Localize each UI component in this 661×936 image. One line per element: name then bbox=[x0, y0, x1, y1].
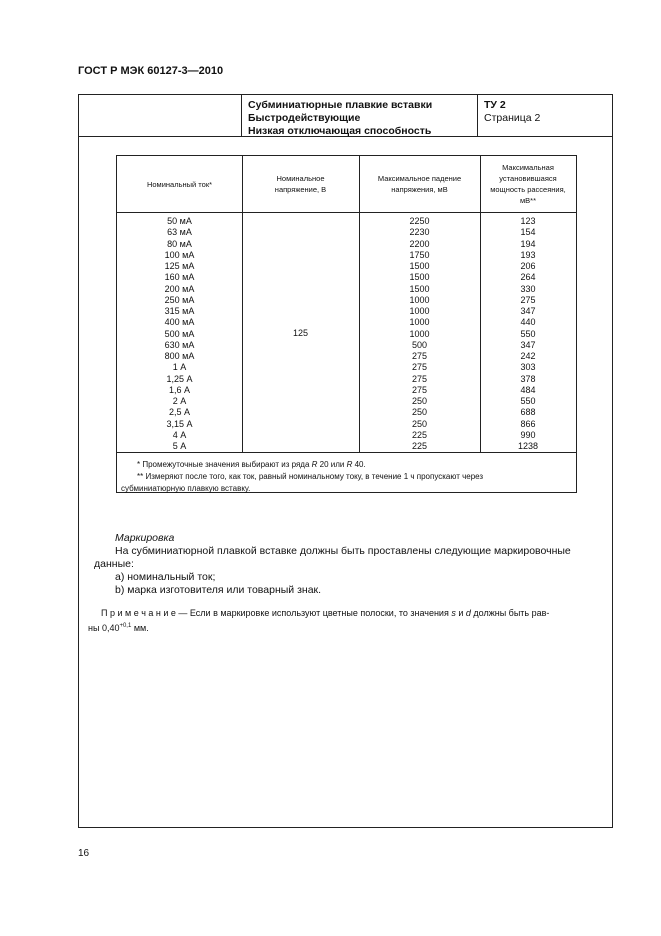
title-line-1: Субминиатюрные плавкие вставки bbox=[248, 99, 433, 111]
power-cell: 347 bbox=[520, 306, 536, 316]
marking-item-a: a) номинальный ток; bbox=[115, 571, 216, 583]
current-cell: 100 мА bbox=[164, 249, 195, 260]
current-cell: 1,25 А bbox=[166, 373, 193, 384]
current-cell: 5 А bbox=[172, 441, 187, 451]
current-cell: 2 А bbox=[172, 396, 187, 406]
power-cell: 550 bbox=[520, 328, 536, 339]
note-line-1: П р и м е ч а н и е — Если в маркировке используют цветные полоски, то значения s и d должны быть рав- bbox=[101, 608, 550, 618]
power-cell: 1238 bbox=[517, 441, 539, 451]
voltage-drop-cell: 500 bbox=[411, 339, 428, 350]
power-cell: 550 bbox=[520, 396, 536, 406]
page-number: 16 bbox=[78, 848, 90, 859]
marking-intro-line-2: данные: bbox=[94, 558, 134, 570]
footnote-2-line-2: субминиатюрную плавкую вставку. bbox=[121, 484, 251, 493]
power-cell: 688 bbox=[520, 407, 536, 418]
title-block-name bbox=[242, 95, 478, 137]
document-header: ГОСТ Р МЭК 60127-3—2010 bbox=[78, 65, 224, 77]
voltage-drop-cell: 1500 bbox=[409, 283, 430, 294]
voltage-drop-cell: 2250 bbox=[409, 216, 430, 226]
header-rated-voltage: Номинальное напряжение, В bbox=[274, 174, 327, 194]
power-cell: 378 bbox=[520, 373, 536, 384]
ratings-table bbox=[116, 155, 577, 493]
voltage-drop-cell: 250 bbox=[411, 407, 428, 418]
current-cell: 315 мА bbox=[164, 306, 195, 316]
current-cell: 3,15 А bbox=[166, 418, 193, 429]
voltage-drop-cell: 250 bbox=[411, 418, 428, 429]
power-cell: 866 bbox=[520, 418, 536, 429]
rated-voltage-value: 125 bbox=[292, 328, 309, 338]
voltage-drop-cell: 1000 bbox=[409, 294, 430, 305]
power-cell: 123 bbox=[520, 216, 536, 226]
voltage-drop-cell: 1500 bbox=[409, 261, 430, 271]
voltage-drop-cell: 225 bbox=[411, 441, 428, 451]
marking-item-b: b) марка изготовителя или товарный знак. bbox=[115, 584, 322, 596]
voltage-drop-cell: 1750 bbox=[409, 249, 430, 260]
voltage-drop-cell: 275 bbox=[411, 362, 428, 373]
page-frame bbox=[78, 94, 613, 828]
voltage-drop-cell: 275 bbox=[411, 384, 428, 395]
current-cell: 50 мА bbox=[167, 216, 192, 226]
voltage-drop-cell: 250 bbox=[411, 396, 428, 406]
voltage-drop-cell: 1000 bbox=[409, 317, 430, 328]
voltage-drop-cell: 1500 bbox=[409, 272, 430, 283]
power-cell: 347 bbox=[520, 339, 536, 350]
power-cell: 194 bbox=[520, 238, 536, 249]
voltage-drop-cell: 275 bbox=[411, 351, 428, 361]
current-cell: 4 А bbox=[172, 429, 187, 440]
title-block-code bbox=[478, 95, 612, 137]
title-line-2: Быстродействующие bbox=[248, 112, 361, 124]
power-cell: 193 bbox=[520, 249, 536, 260]
note-line-2: ны $0,40^{+0,1}$ мм. bbox=[88, 623, 149, 633]
power-cell: 275 bbox=[520, 294, 536, 305]
table-header-rule bbox=[117, 212, 576, 213]
power-cell: 242 bbox=[520, 351, 536, 361]
current-cell: 630 мА bbox=[164, 339, 195, 350]
footnote-1: * Промежуточные значения выбирают из ряда R 20 или R 40. bbox=[137, 460, 366, 469]
power-cell: 440 bbox=[520, 317, 536, 328]
current-cell: 500 мА bbox=[164, 328, 195, 339]
current-cell: 800 мА bbox=[164, 351, 195, 361]
current-cell: 1,6 А bbox=[168, 384, 190, 395]
column-power-dissipation bbox=[480, 216, 576, 452]
marking-heading: Маркировка bbox=[115, 532, 175, 544]
column-rated-current bbox=[117, 216, 242, 452]
header-voltage-drop: Максимальное падение напряжения, мВ bbox=[377, 174, 462, 194]
voltage-drop-cell: 2230 bbox=[409, 227, 430, 238]
column-voltage-drop bbox=[359, 216, 480, 452]
voltage-drop-cell: 275 bbox=[411, 373, 428, 384]
header-rated-current: Номинальный ток* bbox=[146, 179, 213, 189]
spec-code: ТУ 2 bbox=[484, 99, 506, 111]
power-cell: 154 bbox=[520, 227, 536, 238]
power-cell: 330 bbox=[520, 283, 536, 294]
power-cell: 990 bbox=[520, 429, 536, 440]
voltage-drop-cell: 1000 bbox=[409, 328, 430, 339]
power-cell: 206 bbox=[520, 261, 536, 271]
current-cell: 2,5 А bbox=[168, 407, 190, 418]
power-cell: 264 bbox=[520, 272, 536, 283]
current-cell: 1 А bbox=[172, 362, 187, 373]
current-cell: 80 мА bbox=[167, 238, 192, 249]
current-cell: 160 мА bbox=[164, 272, 195, 283]
current-cell: 400 мА bbox=[164, 317, 195, 328]
marking-intro-line-1: На субминиатюрной плавкой вставке должны быть проставлены следующие маркировочные bbox=[115, 545, 571, 557]
current-cell: 200 мА bbox=[164, 283, 195, 294]
power-cell: 484 bbox=[520, 384, 536, 395]
current-cell: 63 мА bbox=[167, 227, 192, 238]
current-cell: 250 мА bbox=[164, 294, 195, 305]
title-block-empty-cell bbox=[79, 95, 242, 137]
voltage-drop-cell: 225 bbox=[411, 429, 428, 440]
power-cell: 303 bbox=[520, 362, 536, 373]
title-line-3: Низкая отключающая способность bbox=[248, 125, 432, 137]
footnote-2-line-1: ** Измеряют после того, как ток, равный номинальному току, в течение 1 ч пропускают через bbox=[137, 472, 484, 481]
voltage-drop-cell: 1000 bbox=[409, 306, 430, 316]
spec-page-label: Страница 2 bbox=[484, 112, 541, 124]
header-power-dissipation: Максимальная установившаяся мощность рассеяния, мВ** bbox=[490, 163, 566, 205]
current-cell: 125 мА bbox=[164, 261, 195, 271]
voltage-drop-cell: 2200 bbox=[409, 238, 430, 249]
